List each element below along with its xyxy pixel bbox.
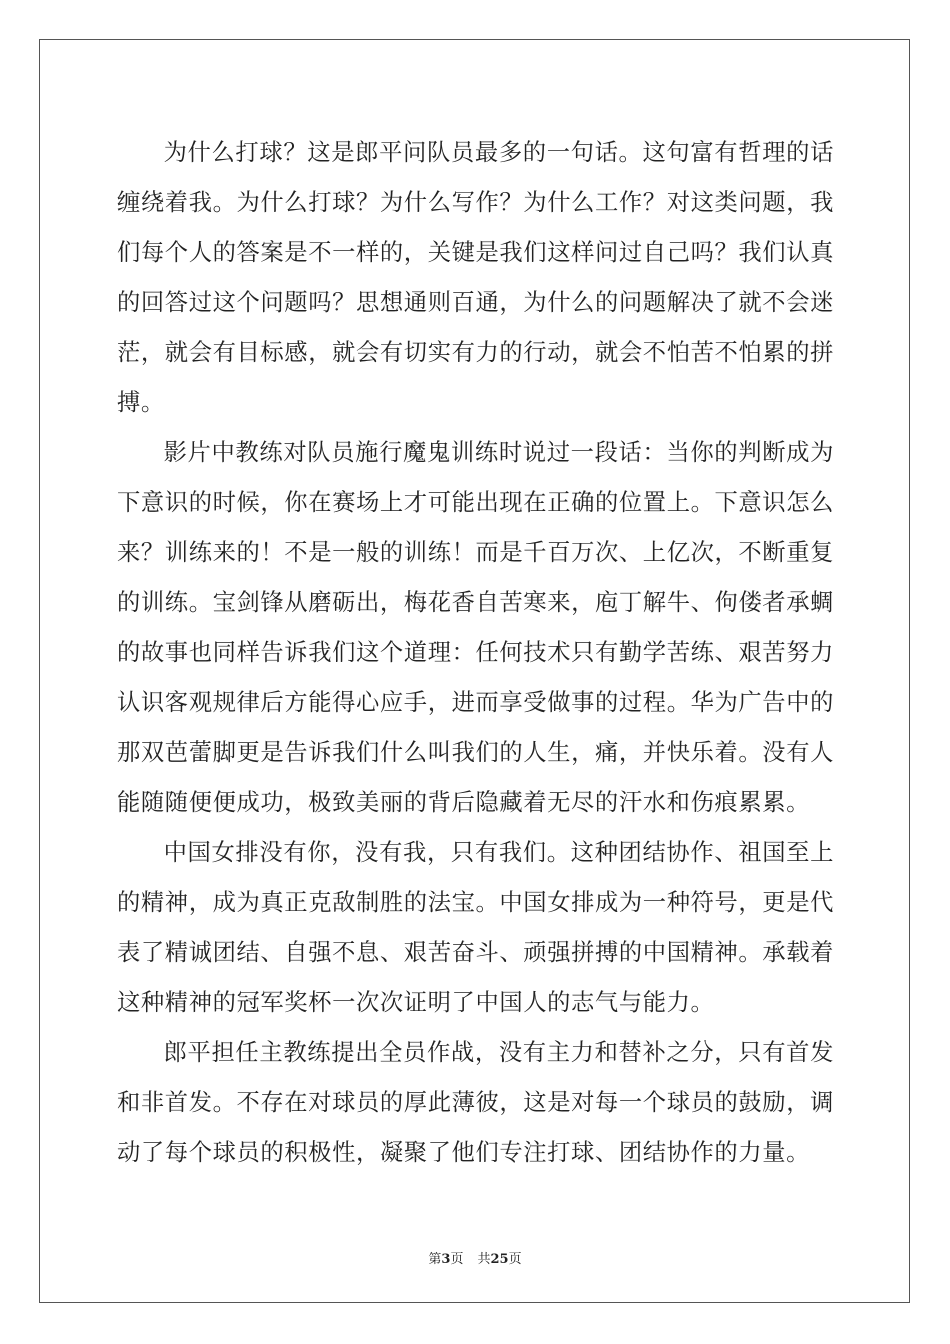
page-footer (0, 1248, 950, 1267)
page-suffix: 页 (450, 1252, 464, 1267)
total-pages: 25 (490, 1252, 509, 1267)
paragraph-4: 郎平担任主教练提出全员作战，没有主力和替补之分，只有首发和非首发。不存在对球员的厚此薄彼，这是对每一个球员的鼓励，调动了每个球员的积极性，凝聚了他们专注打球、团结协作的力量。 (117, 1039, 834, 1166)
page-number: 3 (441, 1252, 451, 1267)
page-prefix: 第 (428, 1252, 442, 1267)
paragraph-1: 为什么打球？这是郎平问队员最多的一句话。这句富有哲理的话缠绕着我。为什么打球？为什么写作？为什么工作？对这类问题，我们每个人的答案是不一样的，关键是我们这样问过自己吗？我们认真的回答过这个问题吗？思想通则百通，为什么的问题解决了就不会迷茫，就会有目标感，就会有切实有力的行动，就会不怕苦不怕累的拼搏。 (117, 139, 834, 416)
paragraph-2: 影片中教练对队员施行魔鬼训练时说过一段话：当你的判断成为下意识的时候，你在赛场上才可能出现在正确的位置上。下意识怎么来？训练来的！不是一般的训练！而是千百万次、上亿次，不断重复的训练。宝剑锋从磨砺出，梅花香自苦寒来，庖丁解牛、佝偻者承蜩的故事也同样告诉我们这个道理：任何技术只有勤学苦练、艰苦努力认识客观规律后方能得心应手，进而享受做事的过程。华为广告中的那双芭蕾脚更是告诉我们什么叫我们的人生，痛，并快乐着。没有人能随随便便成功，极致美丽的背后隐藏着无尽的汗水和伤痕累累。 (117, 439, 834, 816)
total-suffix: 页 (508, 1252, 522, 1267)
paragraph-3: 中国女排没有你，没有我，只有我们。这种团结协作、祖国至上的精神，成为真正克敌制胜的法宝。中国女排成为一种符号，更是代表了精诚团结、自强不息、艰苦奋斗、顽强拼搏的中国精神。承载着这种精神的冠军奖杯一次次证明了中国人的志气与能力。 (117, 839, 834, 1016)
total-prefix: 共 (477, 1252, 491, 1267)
document-body (117, 128, 834, 1178)
